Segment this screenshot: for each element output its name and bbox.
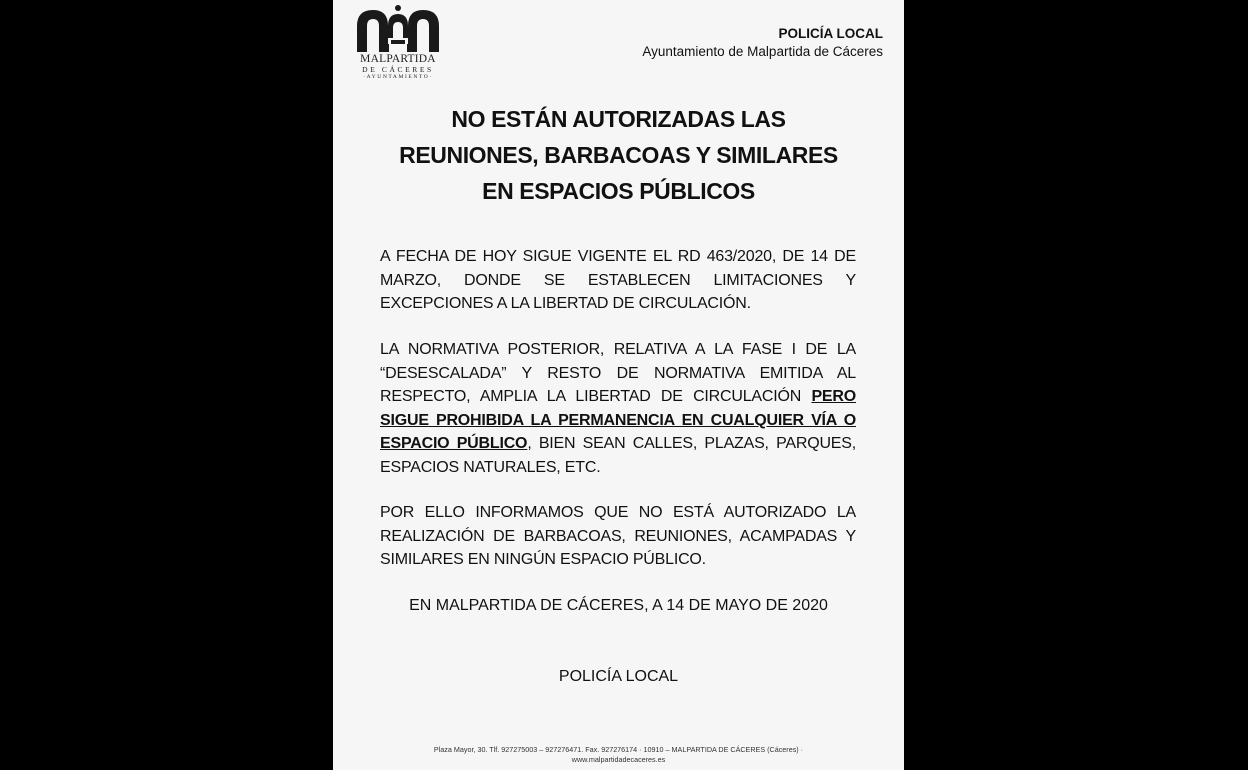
- logo-line-de-caceres: DE CÁCERES: [362, 65, 434, 74]
- place-and-date: EN MALPARTIDA DE CÁCERES, A 14 DE MAYO DE 2020: [409, 597, 828, 614]
- institution-name: Ayuntamiento de Malpartida de Cáceres: [642, 44, 883, 59]
- prohibition-emphasis: PERO SIGUE PROHIBIDA LA PERMANENCIA EN CUALQUIER VÍA O ESPACIO PÚBLICO: [380, 388, 856, 452]
- paragraph-regulation: [380, 338, 856, 479]
- title-line: REUNIONES, BARBACOAS Y SIMILARES: [399, 142, 838, 168]
- paragraph-legal-basis: A FECHA DE HOY SIGUE VIGENTE EL RD 463/2020, DE 14 DE MARZO, DONDE SE ESTABLECEN LIMITACIONES Y EXCEPCIONES A LA LIBERTAD DE CIRCULACIÓN.: [380, 248, 856, 312]
- department-name: POLICÍA LOCAL: [778, 26, 883, 41]
- paragraph-conclusion: POR ELLO INFORMAMOS QUE NO ESTÁ AUTORIZADO LA REALIZACIÓN DE BARBACOAS, REUNIONES, ACAMPADAS Y SIMILARES EN NINGÚN ESPACIO PÚBLICO.: [380, 504, 856, 568]
- paragraph-text: , BIEN SEAN CALLES, PLAZAS, PARQUES, ESPACIOS NATURALES, ETC.: [380, 435, 856, 476]
- footer-address: Plaza Mayor, 30. Tlf. 927275003 – 927276471. Fax. 927276174 · 10910 – MALPARTIDA DE CÁCERES (Cáceres) ·: [433, 745, 804, 754]
- title-line: EN ESPACIOS PÚBLICOS: [482, 178, 755, 204]
- paragraph-text: LA NORMATIVA POSTERIOR, RELATIVA A LA FASE I DE LA “DESESCALADA” Y RESTO DE NORMATIVA EMITIDA AL RESPECTO, AMPLIA LA LIBERTAD DE CIRCULACIÓN: [380, 341, 856, 405]
- document-page: [333, 0, 904, 770]
- municipal-arch-logo-icon: [355, 4, 441, 52]
- title-line: NO ESTÁN AUTORIZADAS LAS: [451, 106, 786, 132]
- letterhead: [642, 25, 883, 61]
- logo-line-malpartida: MALPARTIDA: [360, 53, 436, 65]
- logo-line-ayuntamiento: ·AYUNTAMIENTO·: [363, 74, 433, 80]
- footer-website: www.malpartidadecaceres.es: [571, 754, 666, 764]
- signature: POLICÍA LOCAL: [558, 668, 679, 685]
- municipal-logo: [355, 4, 441, 82]
- notice-title: [333, 101, 904, 209]
- footer-contact: [333, 745, 904, 764]
